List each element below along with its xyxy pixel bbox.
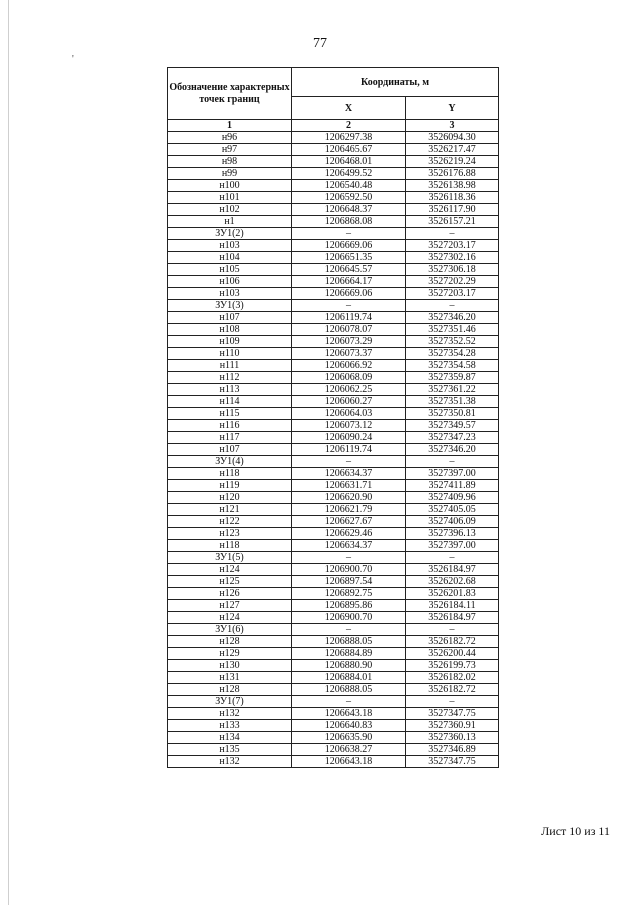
cell-x: 1206631.71 (292, 480, 406, 492)
cell-y: 3527347.75 (406, 708, 499, 720)
table-row (168, 684, 499, 696)
cell-x: 1206900.70 (292, 564, 406, 576)
table-row (168, 240, 499, 252)
cell-point: н134 (168, 732, 292, 744)
cell-x: 1206669.06 (292, 240, 406, 252)
margin-mark: ' (72, 54, 74, 65)
cell-x: – (292, 228, 406, 240)
cell-x: 1206884.01 (292, 672, 406, 684)
cell-point: н127 (168, 600, 292, 612)
cell-x: 1206073.37 (292, 348, 406, 360)
cell-y: 3527359.87 (406, 372, 499, 384)
cell-y: 3526176.88 (406, 168, 499, 180)
cell-y: 3526118.36 (406, 192, 499, 204)
column-number: 1 (168, 120, 292, 132)
cell-x: 1206638.27 (292, 744, 406, 756)
coordinates-table (167, 67, 499, 768)
cell-point: н124 (168, 612, 292, 624)
cell-point: н105 (168, 264, 292, 276)
table-row (168, 528, 499, 540)
table-body (168, 132, 499, 768)
table-row (168, 180, 499, 192)
table-row (168, 672, 499, 684)
cell-point: н113 (168, 384, 292, 396)
cell-point: н108 (168, 324, 292, 336)
table-row (168, 168, 499, 180)
table-row (168, 360, 499, 372)
table-row (168, 648, 499, 660)
cell-point: н115 (168, 408, 292, 420)
cell-point: ЗУ1(7) (168, 696, 292, 708)
cell-point: н107 (168, 312, 292, 324)
cell-point: н114 (168, 396, 292, 408)
table-row (168, 744, 499, 756)
cell-point: н100 (168, 180, 292, 192)
table-row (168, 132, 499, 144)
cell-point: н111 (168, 360, 292, 372)
cell-point: н135 (168, 744, 292, 756)
sheet-footer: Лист 10 из 11 (541, 824, 610, 838)
cell-x: 1206592.50 (292, 192, 406, 204)
cell-point: н1 (168, 216, 292, 228)
cell-point: ЗУ1(4) (168, 456, 292, 468)
cell-point: н124 (168, 564, 292, 576)
table-row (168, 384, 499, 396)
cell-x: – (292, 552, 406, 564)
cell-point: н118 (168, 540, 292, 552)
cell-y: 3526117.90 (406, 204, 499, 216)
table-row (168, 444, 499, 456)
cell-y: 3527360.91 (406, 720, 499, 732)
cell-y: 3526182.72 (406, 636, 499, 648)
table-row (168, 732, 499, 744)
cell-x: 1206669.06 (292, 288, 406, 300)
table-row (168, 396, 499, 408)
cell-x: 1206540.48 (292, 180, 406, 192)
cell-point: н104 (168, 252, 292, 264)
cell-y: 3527411.89 (406, 480, 499, 492)
table-row (168, 192, 499, 204)
cell-point: ЗУ1(2) (168, 228, 292, 240)
cell-x: 1206499.52 (292, 168, 406, 180)
cell-y: – (406, 228, 499, 240)
cell-y: – (406, 696, 499, 708)
cell-point: н106 (168, 276, 292, 288)
cell-point: н109 (168, 336, 292, 348)
cell-x: 1206629.46 (292, 528, 406, 540)
cell-y: 3527347.75 (406, 756, 499, 768)
cell-x: 1206620.90 (292, 492, 406, 504)
cell-x: 1206078.07 (292, 324, 406, 336)
cell-y: 3527361.22 (406, 384, 499, 396)
cell-x: 1206465.67 (292, 144, 406, 156)
cell-point: н128 (168, 636, 292, 648)
cell-point: ЗУ1(6) (168, 624, 292, 636)
cell-point: н121 (168, 504, 292, 516)
cell-y: 3527203.17 (406, 288, 499, 300)
cell-point: н102 (168, 204, 292, 216)
table-row (168, 660, 499, 672)
table-row (168, 348, 499, 360)
cell-y: 3526184.97 (406, 564, 499, 576)
cell-x: – (292, 300, 406, 312)
table-row (168, 504, 499, 516)
cell-x: 1206888.05 (292, 636, 406, 648)
cell-y: 3527203.17 (406, 240, 499, 252)
cell-x: 1206068.09 (292, 372, 406, 384)
cell-x: 1206060.27 (292, 396, 406, 408)
cell-point: н98 (168, 156, 292, 168)
cell-y: 3527202.29 (406, 276, 499, 288)
cell-y: 3526094.30 (406, 132, 499, 144)
table-row (168, 600, 499, 612)
cell-point: н112 (168, 372, 292, 384)
header-point-designation: Обозначение характерных точек границ (168, 68, 292, 120)
cell-point: н107 (168, 444, 292, 456)
cell-y: 3527352.52 (406, 336, 499, 348)
cell-y: 3527351.38 (406, 396, 499, 408)
table-row (168, 756, 499, 768)
cell-x: 1206621.79 (292, 504, 406, 516)
cell-y: 3527306.18 (406, 264, 499, 276)
cell-x: – (292, 456, 406, 468)
column-number: 2 (292, 120, 406, 132)
cell-y: 3527360.13 (406, 732, 499, 744)
table-row (168, 708, 499, 720)
cell-y: 3526202.68 (406, 576, 499, 588)
cell-x: – (292, 624, 406, 636)
table-row (168, 228, 499, 240)
cell-y: – (406, 456, 499, 468)
cell-point: н103 (168, 288, 292, 300)
cell-y: 3527302.16 (406, 252, 499, 264)
cell-x: 1206634.37 (292, 468, 406, 480)
cell-y: 3526184.11 (406, 600, 499, 612)
cell-point: н96 (168, 132, 292, 144)
column-number: 3 (406, 120, 499, 132)
cell-x: 1206645.57 (292, 264, 406, 276)
cell-point: н131 (168, 672, 292, 684)
cell-point: н118 (168, 468, 292, 480)
table-row (168, 612, 499, 624)
cell-point: н99 (168, 168, 292, 180)
cell-x: 1206895.86 (292, 600, 406, 612)
left-margin-line (8, 0, 9, 905)
cell-x: 1206664.17 (292, 276, 406, 288)
table-row (168, 456, 499, 468)
cell-y: 3527405.05 (406, 504, 499, 516)
cell-y: 3527406.09 (406, 516, 499, 528)
cell-y: 3526200.44 (406, 648, 499, 660)
cell-x: 1206900.70 (292, 612, 406, 624)
cell-point: ЗУ1(3) (168, 300, 292, 312)
cell-x: 1206892.75 (292, 588, 406, 600)
header-coordinates: Координаты, м (292, 68, 499, 97)
table-row (168, 204, 499, 216)
cell-y: 3527397.00 (406, 540, 499, 552)
cell-point: н133 (168, 720, 292, 732)
cell-y: 3527350.81 (406, 408, 499, 420)
table-row (168, 564, 499, 576)
cell-x: 1206643.18 (292, 756, 406, 768)
table-row (168, 636, 499, 648)
cell-y: 3527346.20 (406, 444, 499, 456)
table-row (168, 588, 499, 600)
table-row (168, 288, 499, 300)
cell-x: 1206119.74 (292, 444, 406, 456)
cell-point: н117 (168, 432, 292, 444)
cell-y: 3526182.72 (406, 684, 499, 696)
cell-x: 1206648.37 (292, 204, 406, 216)
table-row (168, 468, 499, 480)
table-row (168, 216, 499, 228)
cell-point: ЗУ1(5) (168, 552, 292, 564)
cell-y: – (406, 300, 499, 312)
cell-y: 3526184.97 (406, 612, 499, 624)
cell-y: – (406, 552, 499, 564)
cell-x: 1206634.37 (292, 540, 406, 552)
cell-point: н132 (168, 708, 292, 720)
cell-y: 3527396.13 (406, 528, 499, 540)
cell-y: 3527351.46 (406, 324, 499, 336)
cell-x: 1206627.67 (292, 516, 406, 528)
table-row (168, 696, 499, 708)
table-row (168, 324, 499, 336)
cell-x: 1206066.92 (292, 360, 406, 372)
cell-x: 1206888.05 (292, 684, 406, 696)
cell-point: н101 (168, 192, 292, 204)
cell-x: 1206880.90 (292, 660, 406, 672)
table-row (168, 480, 499, 492)
table-row (168, 252, 499, 264)
cell-x: 1206640.83 (292, 720, 406, 732)
cell-y: 3527409.96 (406, 492, 499, 504)
cell-y: 3527346.20 (406, 312, 499, 324)
cell-point: н97 (168, 144, 292, 156)
cell-point: н110 (168, 348, 292, 360)
cell-y: 3527354.28 (406, 348, 499, 360)
cell-point: н123 (168, 528, 292, 540)
cell-y: 3526201.83 (406, 588, 499, 600)
cell-y: 3527354.58 (406, 360, 499, 372)
table-row (168, 300, 499, 312)
cell-y: 3527347.23 (406, 432, 499, 444)
cell-point: н129 (168, 648, 292, 660)
cell-point: н122 (168, 516, 292, 528)
table-row (168, 492, 499, 504)
cell-y: 3527349.57 (406, 420, 499, 432)
cell-x: 1206868.08 (292, 216, 406, 228)
cell-point: н126 (168, 588, 292, 600)
cell-y: 3526157.21 (406, 216, 499, 228)
cell-x: 1206090.24 (292, 432, 406, 444)
cell-x: 1206884.89 (292, 648, 406, 660)
table-row (168, 540, 499, 552)
table-row (168, 552, 499, 564)
cell-x: 1206635.90 (292, 732, 406, 744)
cell-point: н120 (168, 492, 292, 504)
cell-point: н130 (168, 660, 292, 672)
table-row (168, 156, 499, 168)
table-row (168, 336, 499, 348)
cell-y: – (406, 624, 499, 636)
table-row (168, 624, 499, 636)
cell-y: 3526219.24 (406, 156, 499, 168)
cell-y: 3527397.00 (406, 468, 499, 480)
cell-x: 1206897.54 (292, 576, 406, 588)
cell-y: 3526182.02 (406, 672, 499, 684)
table-row (168, 264, 499, 276)
cell-point: н128 (168, 684, 292, 696)
cell-x: 1206073.29 (292, 336, 406, 348)
cell-point: н119 (168, 480, 292, 492)
cell-y: 3526138.98 (406, 180, 499, 192)
cell-x: 1206297.38 (292, 132, 406, 144)
cell-x: 1206062.25 (292, 384, 406, 396)
cell-y: 3527346.89 (406, 744, 499, 756)
table-row (168, 576, 499, 588)
table-row (168, 372, 499, 384)
header-x: X (292, 97, 406, 120)
cell-x: 1206073.12 (292, 420, 406, 432)
cell-y: 3526199.73 (406, 660, 499, 672)
header-y: Y (406, 97, 499, 120)
cell-x: 1206468.01 (292, 156, 406, 168)
cell-x: 1206651.35 (292, 252, 406, 264)
page-number: 77 (313, 36, 327, 51)
table-row (168, 516, 499, 528)
cell-point: н103 (168, 240, 292, 252)
cell-x: 1206064.03 (292, 408, 406, 420)
table-row (168, 276, 499, 288)
cell-x: – (292, 696, 406, 708)
cell-y: 3526217.47 (406, 144, 499, 156)
table-row (168, 408, 499, 420)
cell-point: н116 (168, 420, 292, 432)
table-row (168, 432, 499, 444)
cell-point: н132 (168, 756, 292, 768)
cell-point: н125 (168, 576, 292, 588)
table-row (168, 720, 499, 732)
table-row (168, 144, 499, 156)
table-row (168, 312, 499, 324)
cell-x: 1206643.18 (292, 708, 406, 720)
cell-x: 1206119.74 (292, 312, 406, 324)
table-row (168, 420, 499, 432)
